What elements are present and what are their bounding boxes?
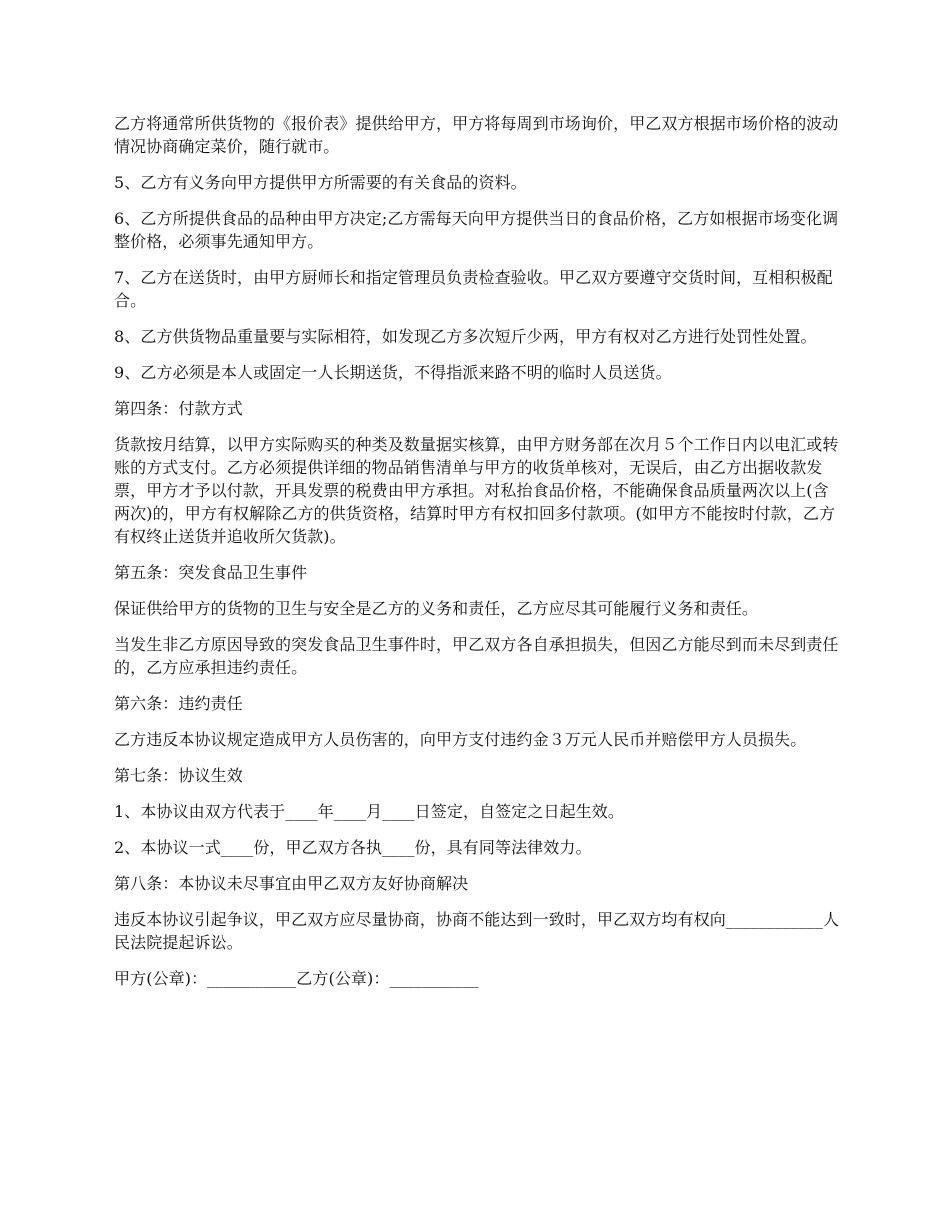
paragraph-clause-9: 9、乙方必须是本人或固定一人长期送货，不得指派来路不明的临时人员送货。	[114, 363, 672, 382]
section-heading-payment: 第四条：付款方式	[114, 399, 243, 418]
document-body	[114, 112, 842, 1003]
section-heading-disputes: 第八条：本协议未尽事宜由甲乙双方友好协商解决	[114, 874, 469, 893]
paragraph-food-safety-duty: 保证供给甲方的货物的卫生与安全是乙方的义务和责任，乙方应尽其可能履行义务和责任。	[114, 599, 759, 618]
paragraph-clause-6: 6、乙方所提供食品的品种由甲方决定;乙方需每天向甲方提供当日的食品价格，乙方如根据市场变化调整价格，必须事先通知甲方。	[114, 209, 839, 251]
section-heading-effectiveness: 第七条：协议生效	[114, 766, 243, 785]
paragraph-clause-8: 8、乙方供货物品重量要与实际相符，如发现乙方多次短斤少两，甲方有权对乙方进行处罚性处置。	[114, 327, 817, 346]
paragraph-food-safety-incident: 当发生非乙方原因导致的突发食品卫生事件时，甲乙双方各自承担损失，但因乙方能尽到而未尽到责任的，乙方应承担违约责任。	[114, 635, 839, 677]
paragraph-clause-5: 5、乙方有义务向甲方提供甲方所需要的有关食品的资料。	[114, 173, 527, 192]
signature-line: 甲方(公章)：___________乙方(公章)：___________	[114, 969, 479, 988]
section-heading-breach: 第六条：违约责任	[114, 694, 243, 713]
paragraph-copies: 2、本协议一式____份，甲乙双方各执____份，具有同等法律效力。	[114, 838, 592, 857]
paragraph-quote-pricing: 乙方将通常所供货物的《报价表》提供给甲方，甲方将每周到市场询价，甲乙双方根据市场价格的波动情况协商确定菜价，随行就市。	[114, 114, 839, 156]
paragraph-clause-7: 7、乙方在送货时，由甲方厨师长和指定管理员负责检查验收。甲乙双方要遵守交货时间，互相积极配合。	[114, 268, 833, 310]
paragraph-dispute-resolution: 违反本协议引起争议，甲乙双方应尽量协商，协商不能达到一致时，甲乙双方均有权向____________人民法院提起诉讼。	[114, 910, 840, 952]
section-heading-food-safety: 第五条：突发食品卫生事件	[114, 563, 308, 582]
paragraph-effective-date: 1、本协议由双方代表于____年____月____日签定，自签定之日起生效。	[114, 802, 624, 821]
paragraph-payment-terms: 货款按月结算，以甲方实际购买的种类及数量据实核算，由甲方财务部在次月５个工作日内以电汇或转账的方式支付。乙方必须提供详细的物品销售清单与甲方的收货单核对，无误后，由乙方出据收款发票，甲方才予以付款，开具发票的税费由甲方承担。对私抬食品价格，不能确保食品质量两次以上(含两次)的，甲方有权解除乙方的供货资格，结算时甲方有权扣回多付款项。(如甲方不能按时付款，乙方有权终止送货并追收所欠货款)。	[114, 435, 839, 546]
paragraph-breach-penalty: 乙方违反本协议规定造成甲方人员伤害的，向甲方支付违约金３万元人民币并赔偿甲方人员损失。	[114, 730, 807, 749]
